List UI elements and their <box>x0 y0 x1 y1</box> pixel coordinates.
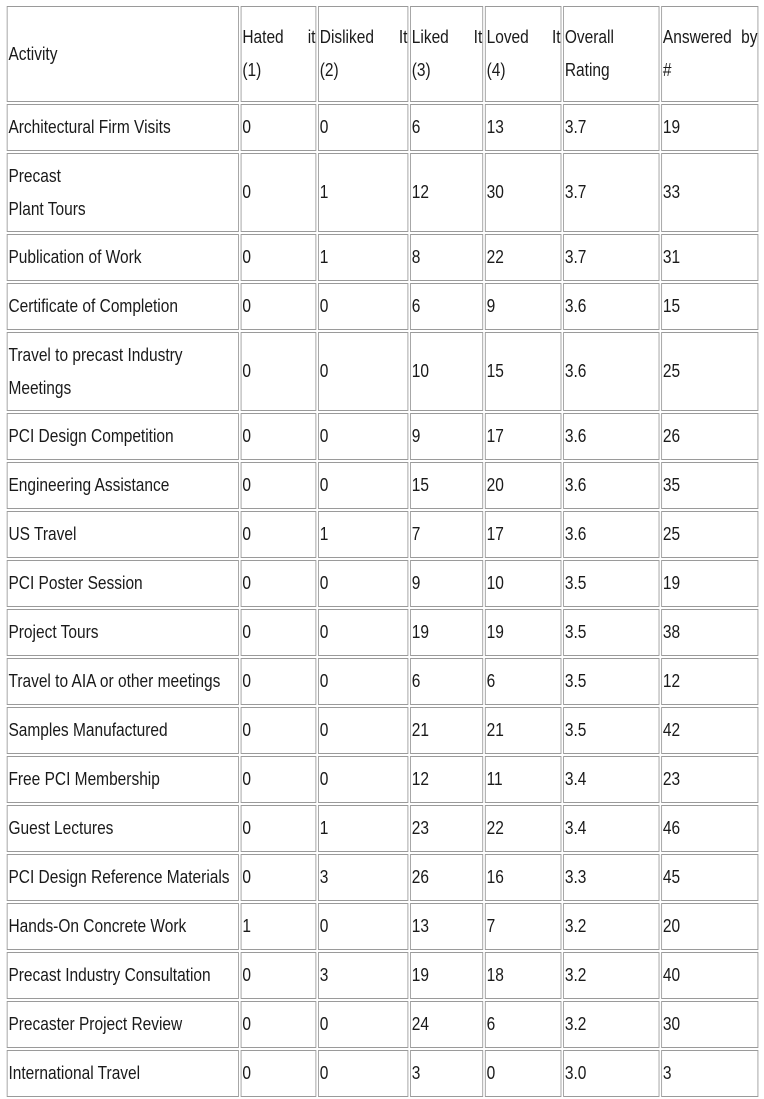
cell-overall-rating: 3.6 <box>563 413 659 460</box>
cell-overall-rating: 3.5 <box>563 658 659 705</box>
cell-answered-by: 30 <box>661 1001 758 1048</box>
cell-loved: 7 <box>485 903 562 950</box>
cell-activity: Hands-On Concrete Work <box>7 903 239 950</box>
cell-loved: 20 <box>485 462 562 509</box>
cell-overall-rating: 3.7 <box>563 153 659 232</box>
table-row <box>7 658 759 705</box>
cell-disliked: 0 <box>318 1001 408 1048</box>
cell-hated: 0 <box>241 413 317 460</box>
cell-liked: 6 <box>410 658 483 705</box>
cell-loved: 6 <box>485 658 562 705</box>
cell-liked: 6 <box>410 104 483 151</box>
table-row <box>7 609 759 656</box>
cell-overall-rating: 3.5 <box>563 560 659 607</box>
cell-loved: 0 <box>485 1050 562 1097</box>
cell-liked: 7 <box>410 511 483 558</box>
cell-answered-by: 15 <box>661 283 758 330</box>
cell-answered-by: 12 <box>661 658 758 705</box>
cell-answered-by: 3 <box>661 1050 758 1097</box>
cell-activity: Publication of Work <box>7 234 239 281</box>
cell-answered-by: 38 <box>661 609 758 656</box>
table-row <box>7 413 759 460</box>
table-row <box>7 1001 759 1048</box>
cell-hated: 0 <box>241 756 317 803</box>
cell-answered-by: 25 <box>661 511 758 558</box>
cell-overall-rating: 3.6 <box>563 283 659 330</box>
cell-hated: 0 <box>241 1001 317 1048</box>
table-container <box>5 4 757 1099</box>
cell-hated: 0 <box>241 609 317 656</box>
cell-liked: 9 <box>410 413 483 460</box>
cell-activity: Precast Plant Tours <box>7 153 239 232</box>
table-row <box>7 854 759 901</box>
cell-loved: 22 <box>485 234 562 281</box>
cell-liked: 15 <box>410 462 483 509</box>
cell-overall-rating: 3.2 <box>563 952 659 999</box>
cell-disliked: 1 <box>318 153 408 232</box>
cell-hated: 0 <box>241 952 317 999</box>
cell-activity: Project Tours <box>7 609 239 656</box>
cell-hated: 1 <box>241 903 317 950</box>
cell-answered-by: 19 <box>661 104 758 151</box>
cell-disliked: 0 <box>318 413 408 460</box>
cell-activity: Samples Manufactured <box>7 707 239 754</box>
cell-liked: 9 <box>410 560 483 607</box>
cell-activity: International Travel <box>7 1050 239 1097</box>
cell-liked: 10 <box>410 332 483 411</box>
cell-hated: 0 <box>241 283 317 330</box>
cell-liked: 26 <box>410 854 483 901</box>
cell-activity: Certificate of Completion <box>7 283 239 330</box>
header-hated: Hated it (1) <box>241 6 317 102</box>
cell-liked: 21 <box>410 707 483 754</box>
cell-activity: Travel to AIA or other meetings <box>7 658 239 705</box>
cell-overall-rating: 3.4 <box>563 756 659 803</box>
cell-overall-rating: 3.5 <box>563 707 659 754</box>
cell-answered-by: 42 <box>661 707 758 754</box>
cell-overall-rating: 3.4 <box>563 805 659 852</box>
table-row <box>7 707 759 754</box>
cell-activity: Precast Industry Consultation <box>7 952 239 999</box>
cell-disliked: 0 <box>318 609 408 656</box>
cell-liked: 12 <box>410 153 483 232</box>
cell-liked: 3 <box>410 1050 483 1097</box>
table-row <box>7 104 759 151</box>
table-row <box>7 462 759 509</box>
cell-activity: PCI Design Competition <box>7 413 239 460</box>
cell-loved: 18 <box>485 952 562 999</box>
cell-answered-by: 35 <box>661 462 758 509</box>
cell-loved: 30 <box>485 153 562 232</box>
cell-disliked: 1 <box>318 511 408 558</box>
table-body <box>7 104 759 1097</box>
header-overall-rating: Overall Rating <box>563 6 659 102</box>
cell-hated: 0 <box>241 1050 317 1097</box>
cell-overall-rating: 3.3 <box>563 854 659 901</box>
cell-answered-by: 20 <box>661 903 758 950</box>
cell-disliked: 0 <box>318 283 408 330</box>
cell-overall-rating: 3.5 <box>563 609 659 656</box>
cell-loved: 9 <box>485 283 562 330</box>
table-row <box>7 903 759 950</box>
cell-activity: Precaster Project Review <box>7 1001 239 1048</box>
table-row <box>7 153 759 232</box>
header-row <box>7 6 759 102</box>
cell-loved: 15 <box>485 332 562 411</box>
cell-overall-rating: 3.0 <box>563 1050 659 1097</box>
table-row <box>7 234 759 281</box>
cell-activity: Engineering Assistance <box>7 462 239 509</box>
table-row <box>7 332 759 411</box>
cell-answered-by: 45 <box>661 854 758 901</box>
table-row <box>7 805 759 852</box>
cell-answered-by: 19 <box>661 560 758 607</box>
cell-loved: 6 <box>485 1001 562 1048</box>
cell-loved: 21 <box>485 707 562 754</box>
cell-activity: Travel to precast Industry Meetings <box>7 332 239 411</box>
table-row <box>7 283 759 330</box>
cell-liked: 19 <box>410 609 483 656</box>
cell-answered-by: 25 <box>661 332 758 411</box>
cell-hated: 0 <box>241 104 317 151</box>
cell-loved: 22 <box>485 805 562 852</box>
cell-activity: Architectural Firm Visits <box>7 104 239 151</box>
cell-overall-rating: 3.7 <box>563 104 659 151</box>
cell-liked: 23 <box>410 805 483 852</box>
cell-liked: 6 <box>410 283 483 330</box>
table-row <box>7 952 759 999</box>
header-loved: Loved It (4) <box>485 6 562 102</box>
cell-hated: 0 <box>241 854 317 901</box>
cell-disliked: 0 <box>318 707 408 754</box>
table-row <box>7 1050 759 1097</box>
cell-activity: Guest Lectures <box>7 805 239 852</box>
cell-liked: 12 <box>410 756 483 803</box>
cell-answered-by: 33 <box>661 153 758 232</box>
cell-overall-rating: 3.6 <box>563 511 659 558</box>
cell-loved: 17 <box>485 413 562 460</box>
cell-disliked: 3 <box>318 854 408 901</box>
cell-disliked: 0 <box>318 332 408 411</box>
cell-overall-rating: 3.2 <box>563 903 659 950</box>
cell-hated: 0 <box>241 511 317 558</box>
cell-hated: 0 <box>241 332 317 411</box>
cell-disliked: 0 <box>318 462 408 509</box>
header-answered-by: Answered by # <box>661 6 758 102</box>
cell-activity: PCI Poster Session <box>7 560 239 607</box>
cell-loved: 19 <box>485 609 562 656</box>
cell-hated: 0 <box>241 462 317 509</box>
cell-answered-by: 23 <box>661 756 758 803</box>
cell-liked: 19 <box>410 952 483 999</box>
cell-hated: 0 <box>241 153 317 232</box>
table-row <box>7 560 759 607</box>
header-disliked: Disliked It (2) <box>318 6 408 102</box>
table-row <box>7 511 759 558</box>
cell-activity: PCI Design Reference Materials <box>7 854 239 901</box>
cell-overall-rating: 3.2 <box>563 1001 659 1048</box>
cell-hated: 0 <box>241 707 317 754</box>
cell-disliked: 0 <box>318 560 408 607</box>
cell-liked: 13 <box>410 903 483 950</box>
cell-disliked: 3 <box>318 952 408 999</box>
cell-activity: Free PCI Membership <box>7 756 239 803</box>
cell-answered-by: 46 <box>661 805 758 852</box>
cell-loved: 10 <box>485 560 562 607</box>
cell-overall-rating: 3.7 <box>563 234 659 281</box>
cell-hated: 0 <box>241 234 317 281</box>
cell-disliked: 0 <box>318 756 408 803</box>
header-liked: Liked It (3) <box>410 6 483 102</box>
cell-loved: 13 <box>485 104 562 151</box>
cell-disliked: 0 <box>318 104 408 151</box>
cell-activity: US Travel <box>7 511 239 558</box>
cell-disliked: 1 <box>318 805 408 852</box>
cell-liked: 8 <box>410 234 483 281</box>
cell-overall-rating: 3.6 <box>563 462 659 509</box>
cell-disliked: 0 <box>318 658 408 705</box>
table-row <box>7 756 759 803</box>
cell-overall-rating: 3.6 <box>563 332 659 411</box>
cell-disliked: 1 <box>318 234 408 281</box>
cell-disliked: 0 <box>318 1050 408 1097</box>
header-activity: Activity <box>7 6 239 102</box>
cell-answered-by: 31 <box>661 234 758 281</box>
cell-hated: 0 <box>241 658 317 705</box>
cell-loved: 16 <box>485 854 562 901</box>
table-header <box>7 6 759 102</box>
cell-hated: 0 <box>241 560 317 607</box>
cell-disliked: 0 <box>318 903 408 950</box>
activity-ratings-table <box>5 4 760 1099</box>
cell-hated: 0 <box>241 805 317 852</box>
cell-answered-by: 40 <box>661 952 758 999</box>
cell-loved: 17 <box>485 511 562 558</box>
cell-loved: 11 <box>485 756 562 803</box>
cell-answered-by: 26 <box>661 413 758 460</box>
cell-liked: 24 <box>410 1001 483 1048</box>
